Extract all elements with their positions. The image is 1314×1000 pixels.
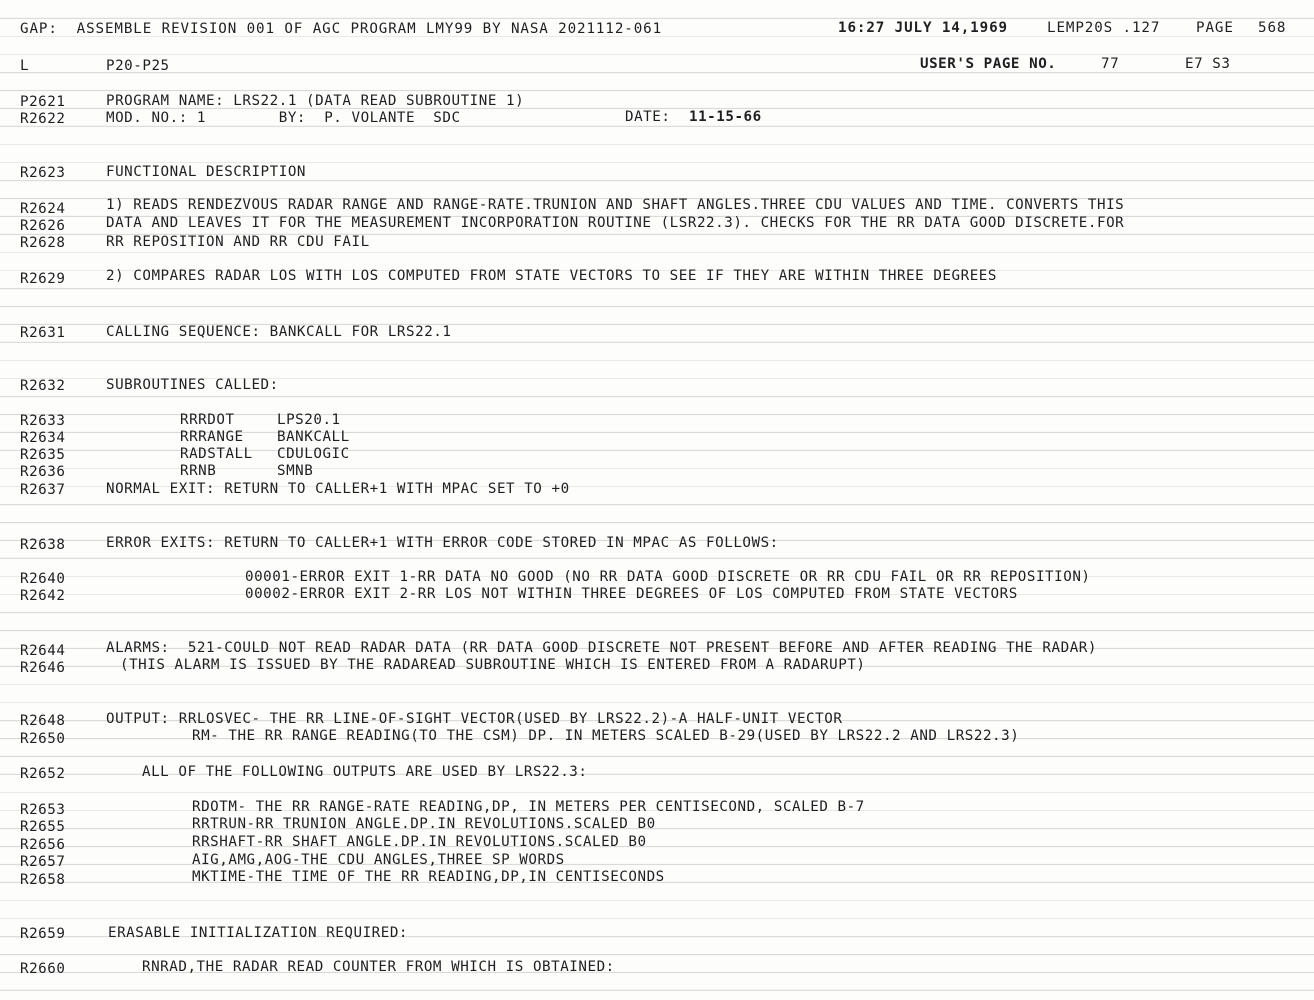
line-id: R2650 (20, 731, 66, 747)
description-line: DATA AND LEAVES IT FOR THE MEASUREMENT INCORPORATION ROUTINE (LSR22.3). CHECKS FOR THE RR DATA GOOD DISCRETE.FOR (106, 215, 1125, 231)
line-id: R2634 (20, 430, 66, 446)
line-id: R2638 (20, 537, 66, 553)
error-code-line: 00002-ERROR EXIT 2-RR LOS NOT WITHIN THREE DEGREES OF LOS COMPUTED FROM STATE VECTORS (245, 586, 1018, 602)
line-id: R2657 (20, 854, 66, 870)
line-id: R2626 (20, 218, 66, 234)
alarm-line: ALARMS: 521-COULD NOT READ RADAR DATA (RR DATA GOOD DISCRETE NOT PRESENT BEFORE AND AFTER READING THE RADAR) (106, 640, 1097, 656)
subroutine-name: RRRDOT (180, 412, 235, 428)
section-heading: FUNCTIONAL DESCRIPTION (106, 164, 307, 180)
line-id: R2637 (20, 482, 66, 498)
output-line: MKTIME-THE TIME OF THE RR READING,DP,IN CENTISECONDS (192, 869, 665, 885)
calling-sequence: CALLING SEQUENCE: BANKCALL FOR LRS22.1 (106, 324, 452, 340)
section-heading: ERASABLE INITIALIZATION REQUIRED: (108, 925, 409, 941)
line-id: P2621 (20, 94, 66, 110)
line-id: R2635 (20, 447, 66, 463)
user-page-code: E7 S3 (1185, 56, 1231, 72)
assembly-datetime: 16:27 JULY 14,1969 (838, 20, 1008, 36)
output-heading: ALL OF THE FOLLOWING OUTPUTS ARE USED BY LRS22.3: (142, 764, 588, 780)
error-exits: ERROR EXITS: RETURN TO CALLER+1 WITH ERROR CODE STORED IN MPAC AS FOLLOWS: (106, 535, 779, 551)
subroutine-name: BANKCALL (277, 429, 350, 445)
output-line: OUTPUT: RRLOSVEC- THE RR LINE-OF-SIGHT VECTOR(USED BY LRS22.2)-A HALF-UNIT VECTOR (106, 711, 843, 727)
error-code-line: 00001-ERROR EXIT 1-RR DATA NO GOOD (NO RR DATA GOOD DISCRETE OR RR CDU FAIL OR RR REPOSITION) (245, 569, 1091, 585)
program-name: PROGRAM NAME: LRS22.1 (DATA READ SUBROUTINE 1) (106, 93, 525, 109)
mod-author: MOD. NO.: 1 BY: P. VOLANTE SDC (106, 110, 461, 126)
line-id: R2629 (20, 271, 66, 287)
subroutine-name: SMNB (277, 463, 314, 479)
line-id: R2632 (20, 378, 66, 394)
line-id: R2640 (20, 571, 66, 587)
output-line: RM- THE RR RANGE READING(TO THE CSM) DP. IN METERS SCALED B-29(USED BY LRS22.2 AND LRS22.3) (192, 728, 1020, 744)
line-id: R2631 (20, 325, 66, 341)
user-page-number: 77 (1101, 56, 1120, 72)
system-id: LEMP20S .127 (1047, 20, 1161, 36)
normal-exit: NORMAL EXIT: RETURN TO CALLER+1 WITH MPAC SET TO +0 (106, 481, 570, 497)
line-id: R2642 (20, 588, 66, 604)
line-id: R2636 (20, 464, 66, 480)
subroutine-name: CDULOGIC (277, 446, 350, 462)
line-id: R2633 (20, 413, 66, 429)
line-id: R2622 (20, 111, 66, 127)
line-id: R2648 (20, 713, 66, 729)
line-id: R2624 (20, 201, 66, 217)
alarm-line: (THIS ALARM IS ISSUED BY THE RADAREAD SUBROUTINE WHICH IS ENTERED FROM A RADARUPT) (120, 657, 866, 673)
line-id: R2653 (20, 802, 66, 818)
assembly-header: GAP: ASSEMBLE REVISION 001 OF AGC PROGRAM LMY99 BY NASA 2021112-061 (20, 21, 663, 37)
description-line: RR REPOSITION AND RR CDU FAIL (106, 234, 370, 250)
line-id: R2655 (20, 819, 66, 835)
listing-type: L (20, 58, 30, 74)
date-value: 11-15-66 (689, 109, 762, 125)
description-line: 1) READS RENDEZVOUS RADAR RANGE AND RANGE-RATE.TRUNION AND SHAFT ANGLES.THREE CDU VALUES AND TIME. CONVERTS THIS (106, 197, 1125, 213)
subroutine-name: RRNB (180, 463, 217, 479)
line-id: R2660 (20, 961, 66, 977)
page-label: PAGE (1196, 20, 1234, 36)
subroutine-name: LPS20.1 (277, 412, 341, 428)
line-id: R2623 (20, 165, 66, 181)
line-id: R2652 (20, 766, 66, 782)
output-line: RDOTM- THE RR RANGE-RATE READING,DP, IN METERS PER CENTISECOND, SCALED B-7 (192, 799, 865, 815)
subroutine-name: RRRANGE (180, 429, 244, 445)
user-page-label: USER'S PAGE NO. (920, 56, 1057, 72)
output-line: AIG,AMG,AOG-THE CDU ANGLES,THREE SP WORDS (192, 852, 565, 868)
description-line: 2) COMPARES RADAR LOS WITH LOS COMPUTED FROM STATE VECTORS TO SEE IF THEY ARE WITHIN THREE DEGREES (106, 268, 997, 284)
subroutine-name: RADSTALL (180, 446, 253, 462)
line-id: R2658 (20, 872, 66, 888)
line-id: R2646 (20, 660, 66, 676)
output-line: RRTRUN-RR TRUNION ANGLE.DP.IN REVOLUTIONS.SCALED B0 (192, 816, 656, 832)
section-heading: SUBROUTINES CALLED: (106, 377, 279, 393)
line-id: R2656 (20, 837, 66, 853)
line-id: R2628 (20, 235, 66, 251)
section-range: P20-P25 (106, 58, 170, 74)
line-id: R2644 (20, 643, 66, 659)
initialization-line: RNRAD,THE RADAR READ COUNTER FROM WHICH IS OBTAINED: (142, 959, 615, 975)
output-line: RRSHAFT-RR SHAFT ANGLE.DP.IN REVOLUTIONS.SCALED B0 (192, 834, 647, 850)
date-label: DATE: (625, 109, 671, 125)
page-number: 568 (1258, 20, 1287, 36)
line-id: R2659 (20, 926, 66, 942)
